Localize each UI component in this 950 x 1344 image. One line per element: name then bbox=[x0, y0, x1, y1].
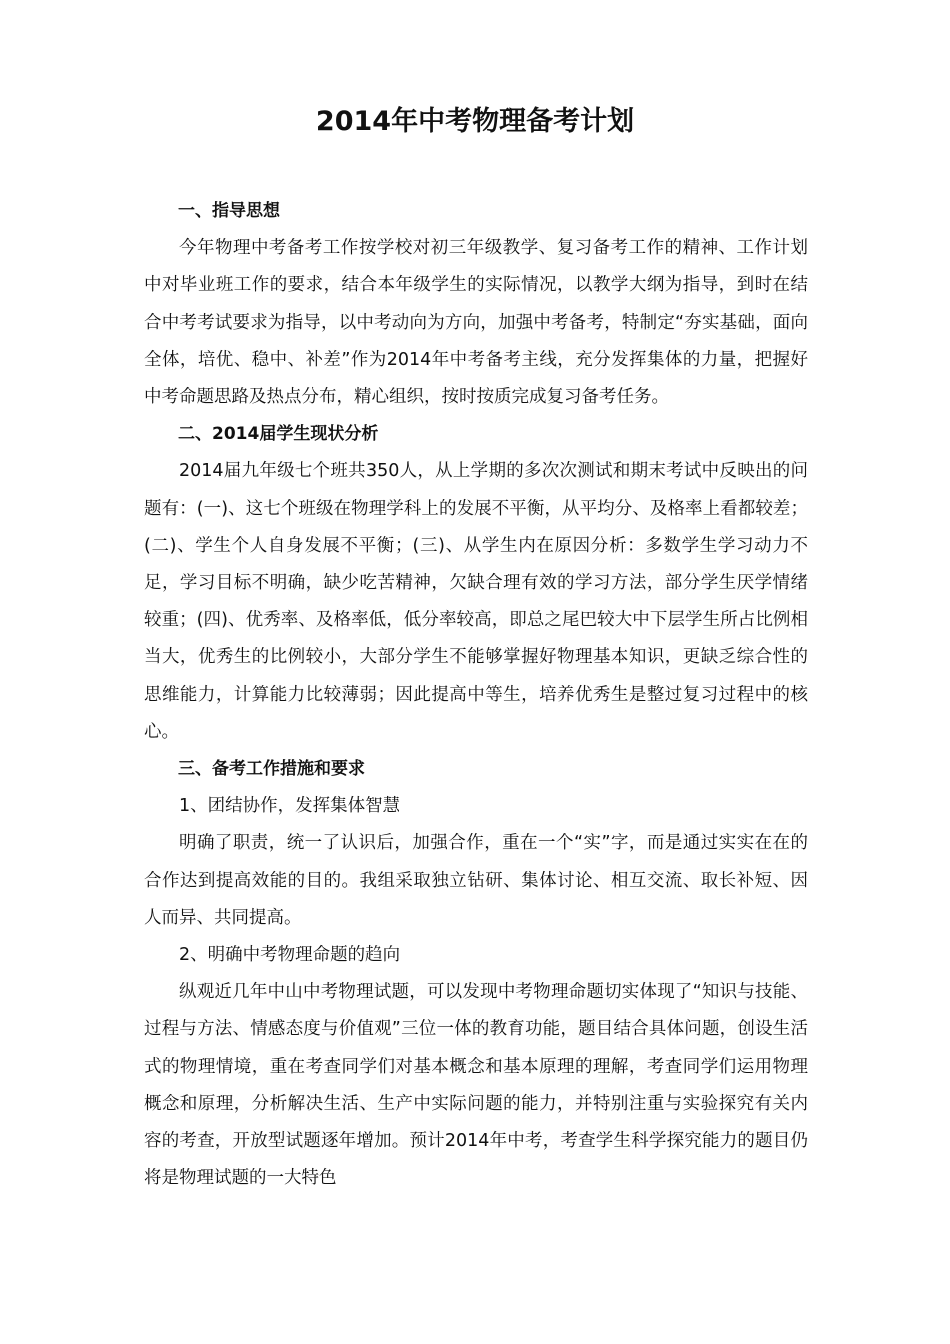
paragraph-teamwork: 明确了职责，统一了认识后，加强合作，重在一个“实”字，而是通过实实在在的合作达到提高效能的目的。我组采取独立钻研、集体讨论、相互交流、取长补短、因人而异、共同提高。 bbox=[144, 833, 808, 928]
section-heading-measures: 三、备考工作措施和要求 bbox=[178, 759, 365, 780]
document-body bbox=[144, 193, 808, 1197]
paragraph-exam-trend: 纵观近几年中山中考物理试题，可以发现中考物理命题切实体现了“知识与技能、过程与方法、情感态度与价值观”三位一体的教育功能，题目结合具体问题，创设生活式的物理情境，重在考查同学们对基本概念和基本原理的理解，考查同学们运用物理概念和原理，分析解决生活、生产中实际问题的能力，并特别注重与实验探究有关内容的考查，开放型试题逐年增加。预计2014年中考，考查学生科学探究能力的题目仍将是物理试题的一大特色 bbox=[144, 982, 808, 1189]
subheading-teamwork: 1、团结协作，发挥集体智慧 bbox=[179, 796, 401, 817]
document-title: 2014年中考物理备考计划 bbox=[315, 106, 635, 137]
paragraph-student-analysis: 2014届九年级七个班共350人，从上学期的多次次测试和期末考试中反映出的问题有：(一)、这七个班级在物理学科上的发展不平衡，从平均分、及格率上看都较差；(二)、学生个人自身发展不平衡；(三)、从学生内在原因分析：多数学生学习动力不足，学习目标不明确，缺少吃苦精神，欠缺合理有效的学习方法，部分学生厌学情绪较重；(四)、优秀率、及格率低，低分率较高，即总之尾巴较大中下层学生所占比例相当大，优秀生的比例较小，大部分学生不能够掌握好物理基本知识，更缺乏综合性的思维能力，计算能力比较薄弱；因此提高中等生，培养优秀生是整过复习过程中的核心。 bbox=[144, 461, 808, 742]
paragraph-guiding-thought: 今年物理中考备考工作按学校对初三年级教学、复习备考工作的精神、工作计划中对毕业班工作的要求，结合本年级学生的实际情况，以教学大纲为指导，到时在结合中考考试要求为指导，以中考动向为方向，加强中考备考，特制定“夯实基础，面向全体，培优、稳中、补差”作为2014年中考备考主线，充分发挥集体的力量，把握好中考命题思路及热点分布，精心组织，按时按质完成复习备考任务。 bbox=[144, 238, 808, 408]
subheading-exam-trend: 2、明确中考物理命题的趋向 bbox=[179, 945, 401, 966]
section-heading-guiding-thought: 一、指导思想 bbox=[178, 201, 280, 221]
section-heading-student-analysis: 二、2014届学生现状分析 bbox=[178, 424, 379, 445]
